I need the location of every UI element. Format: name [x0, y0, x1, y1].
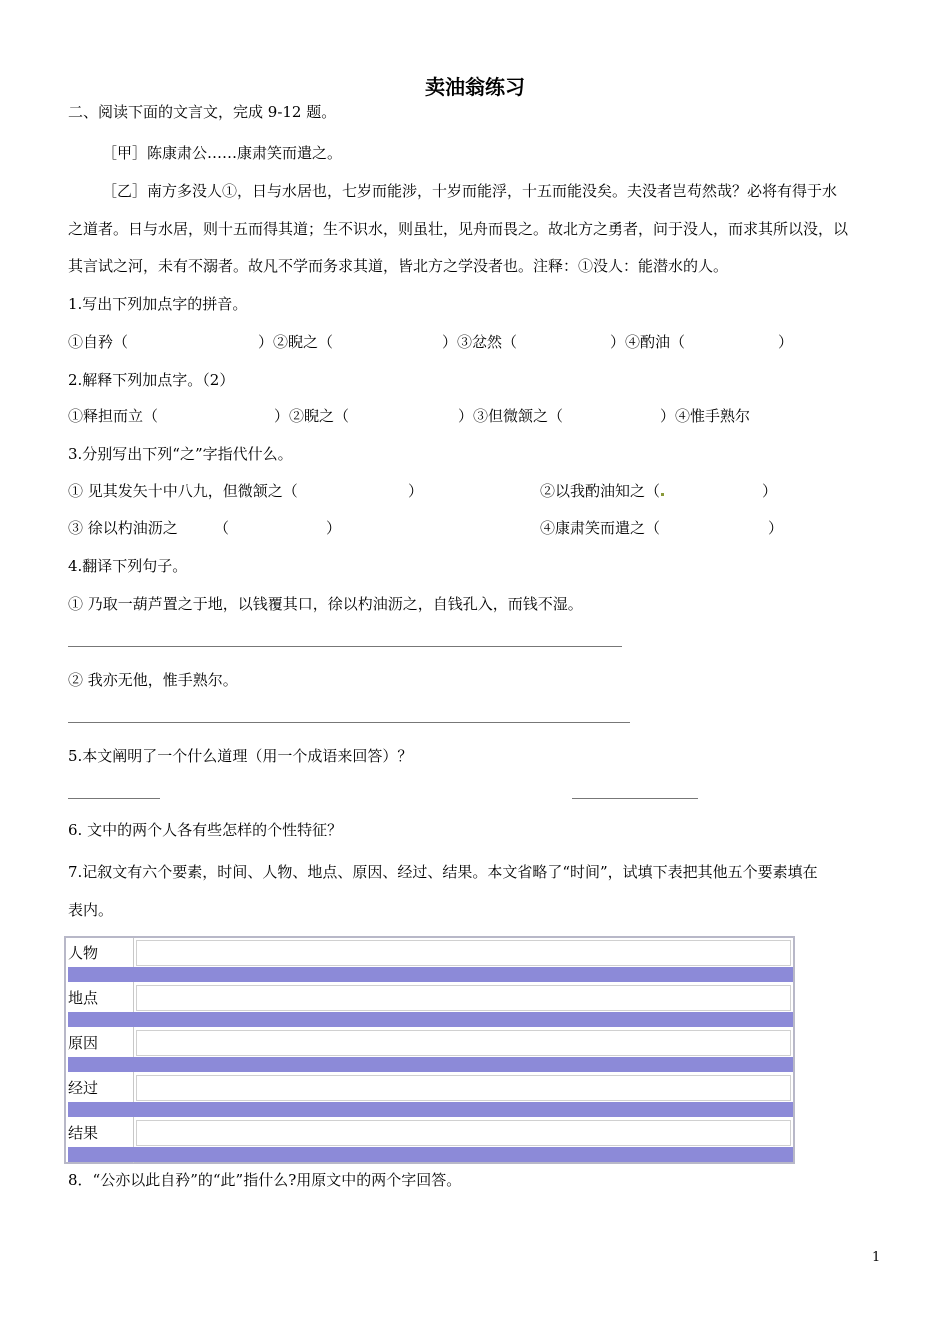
q8-prompt: 8．“公亦以此自矜”的“此”指什么?用原文中的两个字回答。	[68, 1171, 462, 1189]
q7-text-line-1: 7.记叙文有六个要素，时间、人物、地点、原因、经过、结果。本文省略了“时间”，试填下表把其他五个要素填在	[68, 863, 818, 881]
passage-yi-line-2: 之道者。日与水居，则十五而得其道；生不识水，则虽壮，见舟而畏之。故北方之勇者，问于没人，而求其所以没，以	[68, 220, 849, 238]
q2-prompt: 2.解释下列加点字。（2）	[68, 371, 235, 389]
table-row	[66, 938, 793, 983]
q3-item-4: ④康肃笑而遣之（	[540, 519, 661, 537]
table-row	[66, 1028, 793, 1073]
row-label: 地点	[68, 989, 99, 1007]
answer-cell[interactable]	[136, 940, 791, 966]
q2-item-3: ）③但微颔之（	[458, 407, 564, 425]
passage-yi-line-3: 其言试之河，未有不溺者。故凡不学而务求其道，皆北方之学没者也。注释：①没人：能潜水的人。	[68, 257, 729, 275]
q3-item-1-close: ）	[408, 482, 424, 500]
q7-text-line-2: 表内。	[68, 901, 114, 919]
q4-prompt: 4.翻译下列句子。	[68, 557, 188, 575]
page-title: 卖油翁练习	[425, 75, 525, 99]
answer-line	[68, 646, 622, 647]
q1-item-1: ①自矜（	[68, 333, 129, 351]
table-row	[66, 1073, 793, 1118]
q3-item-3-open: （	[214, 519, 230, 537]
row-label: 结果	[68, 1124, 99, 1142]
q6-prompt: 6. 文中的两个人各有些怎样的个性特征？	[68, 821, 343, 839]
q1-item-3: ）③忿然（	[442, 333, 518, 351]
table-row	[66, 1118, 793, 1163]
q1-item-2: ）②睨之（	[258, 333, 334, 351]
answer-cell[interactable]	[136, 1030, 791, 1056]
section-heading: 二、阅读下面的文言文，完成 9-12 题。	[68, 103, 337, 121]
page-number: 1	[872, 1250, 881, 1265]
answer-cell[interactable]	[136, 985, 791, 1011]
q4-sentence-2: ② 我亦无他，惟手熟尔。	[68, 671, 238, 689]
passage-jia: ［甲］陈康肃公……康肃笑而遣之。	[102, 144, 343, 162]
row-shading	[68, 1102, 793, 1117]
row-shading	[68, 1147, 793, 1162]
q3-item-1: ① 见其发矢十中八九，但微颔之（	[68, 482, 298, 500]
q3-item-2: ②以我酌油知之（	[540, 481, 665, 501]
q1-item-close: ）	[778, 333, 794, 351]
q3-item-3-close: ）	[326, 519, 342, 537]
q2-item-1: ①释担而立（	[68, 407, 159, 425]
q5-prompt: 5.本文阐明了一个什么道理（用一个成语来回答）？	[68, 747, 413, 765]
q1-item-4: ）④酌油（	[610, 333, 686, 351]
row-label: 人物	[68, 944, 99, 962]
answer-line	[68, 798, 160, 799]
row-shading	[68, 1057, 793, 1072]
emphasis-dot	[661, 493, 664, 496]
answer-cell[interactable]	[136, 1120, 791, 1146]
q3-item-4-close: ）	[768, 519, 784, 537]
q2-item-4: ）④惟手熟尔	[660, 407, 751, 425]
q3-prompt: 3.分别写出下列“之”字指代什么。	[68, 445, 293, 463]
q3-item-2-close: ）	[762, 482, 778, 500]
passage-yi-line-1: ［乙］南方多没人①，日与水居也，七岁而能涉，十岁而能浮，十五而能没矣。夫没者岂苟然哉？必将有得于水	[102, 182, 838, 200]
answer-line	[572, 798, 698, 799]
q3-item-3: ③ 徐以杓油沥之	[68, 519, 178, 537]
elements-table	[64, 936, 795, 1164]
answer-cell[interactable]	[136, 1075, 791, 1101]
row-shading	[68, 1012, 793, 1027]
q2-item-2: ）②睨之（	[274, 407, 350, 425]
table-row	[66, 983, 793, 1028]
row-label: 经过	[68, 1079, 99, 1097]
row-label: 原因	[68, 1034, 99, 1052]
answer-line	[68, 722, 630, 723]
q1-prompt: 1.写出下列加点字的拼音。	[68, 295, 248, 313]
row-shading	[68, 967, 793, 982]
q4-sentence-1: ① 乃取一葫芦置之于地，以钱覆其口，徐以杓油沥之，自钱孔入，而钱不湿。	[68, 595, 583, 613]
